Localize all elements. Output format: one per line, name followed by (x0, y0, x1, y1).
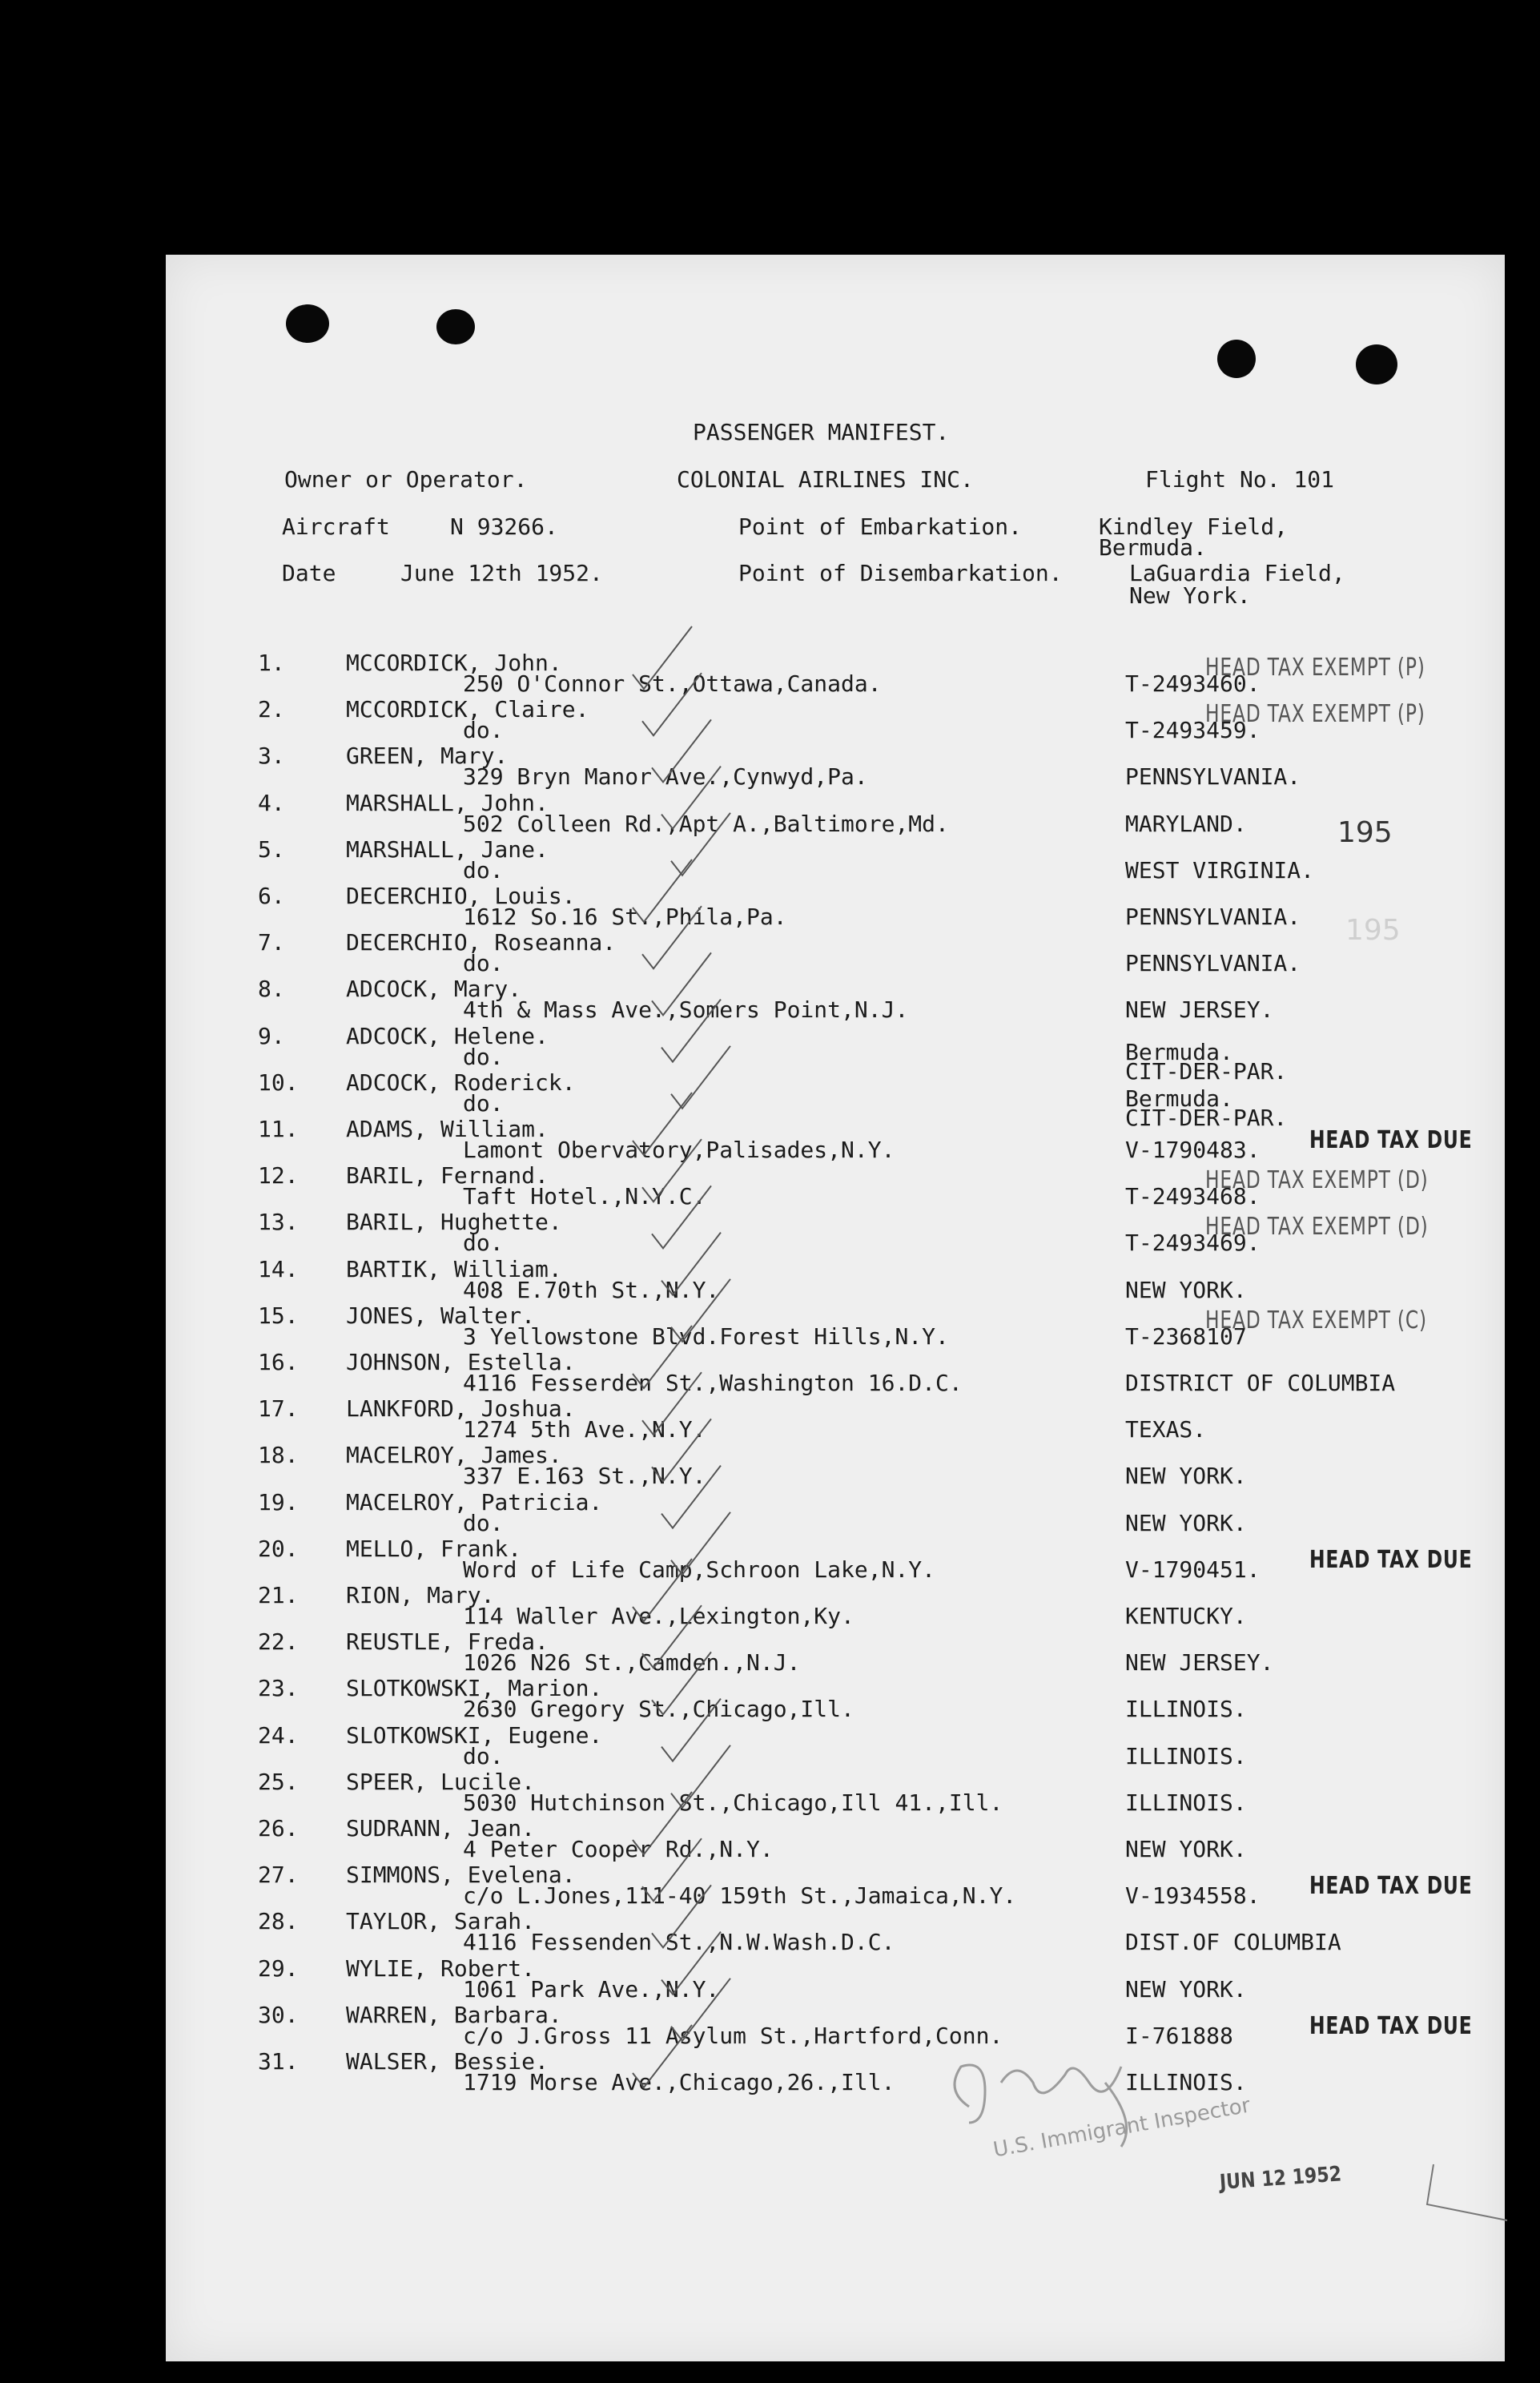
passenger-address: do. (463, 1509, 504, 1536)
passenger-status: KENTUCKY. (1125, 1603, 1247, 1629)
passenger-name: WARREN, Barbara. (346, 2001, 562, 2028)
passenger-status: I-761888 (1125, 2022, 1233, 2049)
passenger-status: PENNSYLVANIA. (1125, 950, 1301, 977)
check-mark (671, 1512, 730, 1575)
check-mark (642, 1372, 702, 1435)
passenger-number: 27. (258, 1862, 299, 1889)
passenger-name: LANKFORD, Joshua. (346, 1395, 576, 1423)
passenger-name: MCCORDICK, Claire. (346, 696, 589, 723)
passenger-status: V-1934558. (1125, 1882, 1261, 1910)
embarkation-value: Kindley Field, (1099, 513, 1289, 540)
passenger-number: 19. (258, 1488, 299, 1516)
passenger-name: ADCOCK, Helene. (346, 1022, 549, 1049)
disembarkation-value: LaGuardia Field, (1129, 560, 1345, 586)
check-mark (652, 952, 711, 1015)
passenger-status: DIST.OF COLUMBIA (1125, 1929, 1341, 1956)
check-mark (633, 2025, 692, 2087)
passenger-address: 337 E.163 St.,N.Y. (463, 1463, 706, 1490)
passenger-name: SIMMONS, Evelena. (346, 1862, 576, 1889)
passenger-address: 114 Waller Ave.,Lexington,Ky. (463, 1603, 854, 1629)
check-mark (652, 719, 711, 782)
passenger-address: 4116 Fesserden St.,Washington 16.D.C. (463, 1370, 963, 1396)
check-mark (671, 1978, 730, 2041)
passenger-name: WYLIE, Robert. (346, 1954, 536, 1982)
passenger-number: 3. (258, 743, 285, 770)
page-number: 195 (1337, 816, 1393, 849)
inspector-stamp-date: JUN 12 1952 (1219, 2162, 1343, 2195)
passenger-status: T-2493468. (1125, 1183, 1261, 1210)
passenger-address: 4116 Fessenden St.,N.W.Wash.D.C. (463, 1929, 895, 1956)
passenger-name: GREEN, Mary. (346, 743, 509, 770)
passenger-number: 21. (258, 1582, 299, 1608)
passenger-address: 1061 Park Ave.,N.Y. (463, 1975, 720, 2003)
passenger-name: MARSHALL, Jane. (346, 835, 549, 863)
passenger-address: 329 Bryn Manor Ave.,Cynwyd,Pa. (463, 763, 868, 791)
passenger-number: 24. (258, 1721, 299, 1749)
passenger-number: 23. (258, 1675, 299, 1702)
passenger-status: NEW YORK. (1125, 1276, 1247, 1303)
passenger-address: c/o L.Jones,111-40 159th St.,Jamaica,N.Y. (463, 1882, 1017, 1910)
check-mark (633, 1559, 692, 1621)
passenger-name: DECERCHIO, Roseanna. (346, 929, 617, 956)
passenger-address: Taft Hotel.,N.Y.C. (463, 1183, 706, 1210)
check-mark (633, 626, 692, 689)
passenger-number: 14. (258, 1255, 299, 1282)
check-mark (652, 1419, 711, 1481)
passenger-status-2: CIT-DER-PAR. (1125, 1104, 1288, 1131)
check-mark (642, 673, 702, 735)
passenger-status: T-2368107 (1125, 1322, 1247, 1350)
passenger-address: do. (463, 1043, 504, 1070)
passenger-address: do. (463, 856, 504, 884)
passenger-status: NEW YORK. (1125, 1975, 1247, 2003)
passenger-status: ILLINOIS. (1125, 1789, 1247, 1816)
passenger-status: NEW YORK. (1125, 1836, 1247, 1862)
passenger-number: 11. (258, 1116, 299, 1142)
check-mark (661, 1000, 721, 1062)
check-mark (642, 1605, 702, 1668)
check-mark (642, 1838, 702, 1901)
passenger-number: 6. (258, 883, 285, 909)
check-mark (661, 1466, 721, 1528)
passenger-number: 9. (258, 1022, 285, 1049)
passenger-status: PENNSYLVANIA. (1125, 904, 1301, 930)
passenger-address: Lamont Obervatory,Palisades,N.Y. (463, 1137, 895, 1163)
passenger-number: 1. (258, 650, 285, 676)
head-tax-stamp: HEAD TAX EXEMPT (D) (1205, 1213, 1429, 1242)
passenger-number: 12. (258, 1162, 299, 1189)
passenger-address: do. (463, 717, 504, 744)
passenger-number: 20. (258, 1535, 299, 1562)
passenger-name: MELLO, Frank. (346, 1535, 522, 1562)
passenger-name: DECERCHIO, Louis. (346, 883, 576, 909)
check-mark (642, 906, 702, 968)
check-mark (661, 1699, 721, 1761)
passenger-status: NEW YORK. (1125, 1463, 1247, 1490)
check-mark (652, 1885, 711, 1947)
owner-label: Owner or Operator. (284, 466, 528, 493)
passenger-address: Word of Life Camp,Schroon Lake,N.Y. (463, 1556, 936, 1583)
check-mark (661, 767, 721, 829)
aircraft-value: N 93266. (450, 513, 558, 540)
passenger-address: 4 Peter Cooper Rd.,N.Y. (463, 1836, 774, 1862)
check-mark (671, 1279, 730, 1342)
passenger-address: 4th & Mass Ave.,Somers Point,N.J. (463, 996, 909, 1024)
passenger-status: ILLINOIS. (1125, 1696, 1247, 1723)
passenger-status: NEW YORK. (1125, 1509, 1247, 1536)
head-tax-stamp: HEAD TAX DUE (1309, 1126, 1473, 1154)
passenger-name: MARSHALL, John. (346, 789, 549, 816)
passenger-name: SPEER, Lucile. (346, 1768, 536, 1795)
passenger-address: 1612 So.16 St.,Phila,Pa. (463, 904, 787, 930)
passenger-name: JOHNSON, Estella. (346, 1349, 576, 1375)
passenger-number: 8. (258, 976, 285, 1003)
passenger-status: ILLINOIS. (1125, 2069, 1247, 2095)
passenger-status: Bermuda. (1125, 1038, 1233, 1065)
check-mark (633, 1792, 692, 1854)
check-mark (642, 1139, 702, 1202)
passenger-number: 7. (258, 929, 285, 956)
head-tax-stamp: HEAD TAX EXEMPT (C) (1205, 1306, 1427, 1334)
head-tax-stamp: HEAD TAX EXEMPT (D) (1205, 1166, 1429, 1195)
flight-number: Flight No. 101 (1145, 466, 1335, 493)
date-label: Date (282, 560, 336, 586)
passenger-name: BARTIK, William. (346, 1255, 562, 1282)
passenger-address: 502 Colleen Rd.,Apt A.,Baltimore,Md. (463, 810, 949, 837)
passenger-status: MARYLAND. (1125, 810, 1247, 837)
page-number-faint: 195 (1345, 914, 1401, 947)
passenger-number: 25. (258, 1768, 299, 1795)
check-mark (633, 1326, 692, 1388)
passenger-address: 1274 5th Ave.,N.Y. (463, 1416, 706, 1443)
check-mark (633, 859, 692, 922)
check-mark (671, 813, 730, 876)
passenger-name: SLOTKOWSKI, Eugene. (346, 1721, 603, 1749)
passenger-number: 13. (258, 1209, 299, 1236)
passenger-name: MCCORDICK, John. (346, 650, 562, 676)
disembarkation-value-2: New York. (1129, 582, 1251, 609)
passenger-number: 29. (258, 1954, 299, 1982)
passenger-address: 408 E.70th St.,N.Y. (463, 1276, 720, 1303)
passenger-number: 15. (258, 1302, 299, 1329)
passenger-number: 30. (258, 2001, 299, 2028)
passenger-number: 5. (258, 835, 285, 863)
passenger-address: 2630 Gregory St.,Chicago,Ill. (463, 1696, 854, 1723)
aircraft-label: Aircraft (282, 513, 390, 540)
passenger-status-2: CIT-DER-PAR. (1125, 1057, 1288, 1085)
check-mark (652, 1652, 711, 1714)
passenger-status: V-1790451. (1125, 1556, 1261, 1583)
passenger-number: 10. (258, 1069, 299, 1096)
passenger-number: 22. (258, 1628, 299, 1656)
passenger-name: BARIL, Hughette. (346, 1209, 562, 1236)
check-mark (652, 1185, 711, 1248)
passenger-status: NEW JERSEY. (1125, 1649, 1274, 1677)
check-mark (661, 1932, 721, 1995)
passenger-status: PENNSYLVANIA. (1125, 763, 1301, 791)
passenger-name: ADAMS, William. (346, 1116, 549, 1142)
passenger-name: SUDRANN, Jean. (346, 1815, 536, 1842)
passenger-status: T-2493469. (1125, 1230, 1261, 1257)
passenger-name: MACELROY, James. (346, 1442, 562, 1469)
passenger-status: Bermuda. (1125, 1085, 1233, 1112)
passenger-name: SLOTKOWSKI, Marion. (346, 1675, 603, 1702)
check-mark (661, 1233, 721, 1295)
passenger-status: WEST VIRGINIA. (1125, 856, 1315, 884)
head-tax-stamp: HEAD TAX EXEMPT (P) (1205, 654, 1425, 682)
passenger-name: JONES, Walter. (346, 1302, 536, 1329)
passenger-number: 28. (258, 1908, 299, 1935)
passenger-number: 2. (258, 696, 285, 723)
passenger-address: do. (463, 1742, 504, 1769)
owner-value: COLONIAL AIRLINES INC. (677, 466, 974, 493)
head-tax-stamp: HEAD TAX DUE (1309, 1872, 1473, 1901)
passenger-address: c/o J.Gross 11 Asylum St.,Hartford,Conn. (463, 2022, 1003, 2049)
date-value: June 12th 1952. (400, 560, 603, 586)
passenger-number: 16. (258, 1349, 299, 1375)
head-tax-stamp: HEAD TAX DUE (1309, 1545, 1473, 1574)
passenger-address: 1719 Morse Ave.,Chicago,26.,Ill. (463, 2069, 895, 2095)
passenger-status: TEXAS. (1125, 1416, 1207, 1443)
page-title: PASSENGER MANIFEST. (693, 419, 950, 445)
embarkation-value-2: Bermuda. (1099, 534, 1207, 561)
passenger-name: MACELROY, Patricia. (346, 1488, 603, 1516)
passenger-status: V-1790483. (1125, 1137, 1261, 1163)
passenger-status: ILLINOIS. (1125, 1742, 1247, 1769)
passenger-address: 3 Yellowstone Blvd.Forest Hills,N.Y. (463, 1322, 949, 1350)
passenger-name: BARIL, Fernand. (346, 1162, 549, 1189)
passenger-number: 31. (258, 2048, 299, 2075)
passenger-status: T-2493459. (1125, 717, 1261, 744)
inspector-stamp-title: U.S. Immigrant Inspector (991, 2093, 1253, 2163)
embarkation-label: Point of Embarkation. (738, 513, 1023, 540)
check-mark (633, 1093, 692, 1155)
passenger-name: TAYLOR, Sarah. (346, 1908, 536, 1935)
passenger-status: T-2493460. (1125, 670, 1261, 697)
check-mark (671, 1046, 730, 1109)
head-tax-stamp: HEAD TAX EXEMPT (P) (1205, 700, 1425, 729)
passenger-number: 26. (258, 1815, 299, 1842)
passenger-name: ADCOCK, Mary. (346, 976, 522, 1003)
disembarkation-label: Point of Disembarkation. (738, 560, 1063, 586)
check-mark (671, 1745, 730, 1808)
passenger-address: 5030 Hutchinson St.,Chicago,Ill 41.,Ill. (463, 1789, 1003, 1816)
passenger-address: 1026 N26 St.,Camden.,N.J. (463, 1649, 801, 1677)
passenger-address: do. (463, 1089, 504, 1117)
passenger-name: WALSER, Bessie. (346, 2048, 549, 2075)
head-tax-stamp: HEAD TAX DUE (1309, 2011, 1473, 2040)
passenger-number: 17. (258, 1395, 299, 1423)
passenger-number: 18. (258, 1442, 299, 1469)
passenger-address: do. (463, 950, 504, 977)
passenger-name: ADCOCK, Roderick. (346, 1069, 576, 1096)
passenger-address: do. (463, 1230, 504, 1257)
passenger-name: RION, Mary. (346, 1582, 495, 1608)
passenger-status: NEW JERSEY. (1125, 996, 1274, 1024)
passenger-number: 4. (258, 789, 285, 816)
passenger-status: DISTRICT OF COLUMBIA (1125, 1370, 1396, 1396)
passenger-address: 250 O'Connor St.,Ottawa,Canada. (463, 670, 882, 697)
passenger-name: REUSTLE, Freda. (346, 1628, 549, 1656)
